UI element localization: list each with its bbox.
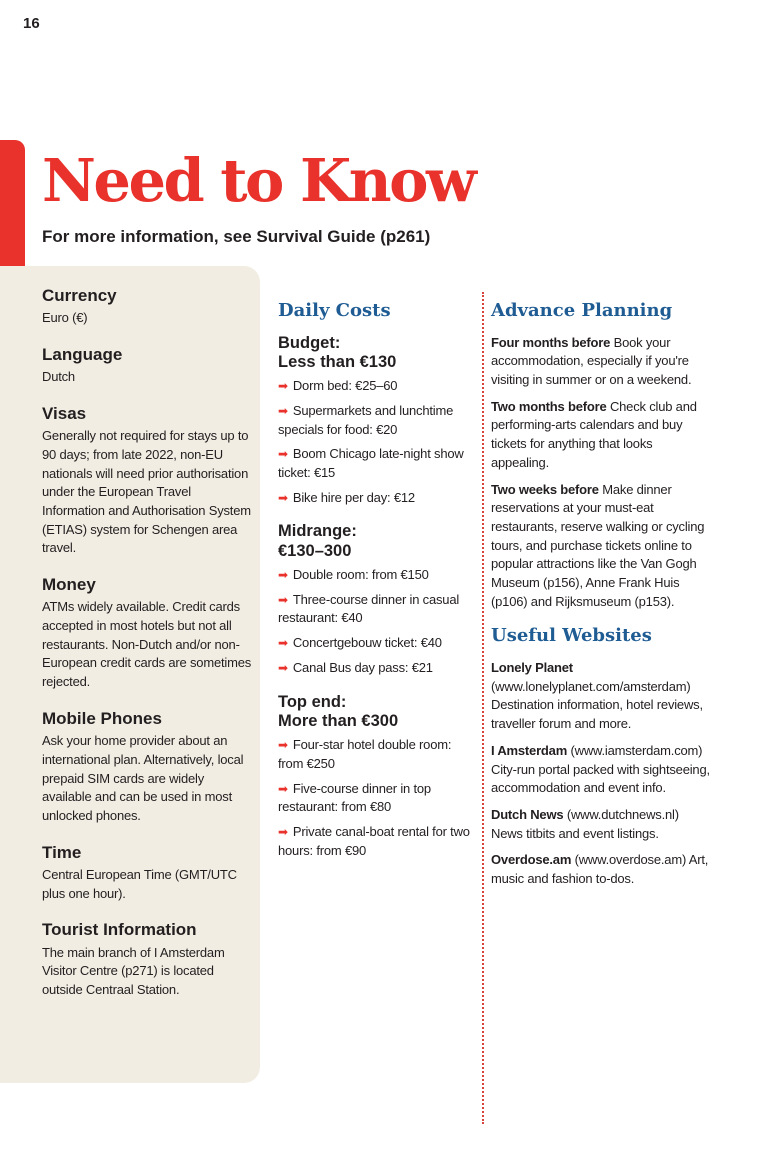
right-arrow-icon: ➡ [278,636,288,651]
right-arrow-icon: ➡ [278,403,288,418]
list-item [278,736,478,773]
language-section [42,344,252,387]
top-end-heading-line1: Top end: [278,692,347,711]
list-item [278,566,478,585]
list-item [278,634,478,653]
midrange-heading-line1: Midrange: [278,522,357,541]
website-entry [491,659,711,734]
planning-entry-lead: Four months before [491,334,611,350]
right-arrow-icon: ➡ [278,447,288,462]
list-item [278,780,478,817]
page-number: 16 [23,15,40,32]
website-entry [491,742,711,798]
top-end-heading [278,693,478,733]
list-item-text: Three-course dinner in casual restaurant: €40 [278,591,460,626]
visas-heading: Visas [42,403,87,423]
website-entry-text: (www.lonelyplanet.com/amsterdam) Destination information, hotel reviews, traveller forum and more. [491,678,703,732]
planning-websites-column [491,300,711,897]
phones-text: Ask your home provider about an international plan. Alternatively, local prepaid SIM cards are widely available and can be used in most unlocked phones. [42,733,244,823]
website-entry-name: I Amsterdam [491,742,568,758]
website-entry-name: Lonely Planet [491,660,573,676]
tourist-info-heading: Tourist Information [42,920,197,940]
list-item [278,377,478,396]
basic-info-column [42,285,252,1016]
top-end-heading-line2: More than €300 [278,712,399,731]
useful-websites-heading: Useful Websites [491,625,652,647]
list-item-text: Supermarkets and lunchtime specials for food: €20 [278,402,454,437]
website-entry-text: (www.dutchnews.nl) News titbits and event listings. [491,806,679,841]
budget-heading [278,334,478,374]
budget-heading-line1: Budget: [278,333,341,352]
website-entry-text: (www.iamsterdam.com) City-run portal packed with sightseeing, accommodation and event info. [491,742,710,796]
list-item-text: Dorm bed: €25–60 [292,378,398,394]
list-item-text: Five-course dinner in top restaurant: from €80 [278,780,431,815]
list-item-text: Bike hire per day: €12 [292,489,415,505]
right-arrow-icon: ➡ [278,568,288,582]
page-subtitle: For more information, see Survival Guide (p261) [42,227,431,246]
daily-costs-column [278,300,478,875]
midrange-heading [278,522,478,562]
list-item-text: Private canal-boat rental for two hours: from €90 [278,823,470,858]
list-item [278,591,478,628]
currency-section [42,285,252,328]
right-arrow-icon: ➡ [278,660,288,675]
website-entry [491,806,711,843]
daily-costs-heading: Daily Costs [278,300,391,321]
planning-entry-text: Make dinner reservations at your must-eat restaurants, reserve walking or cycling tours, and purchase tickets online to popular attractions like the Van Gogh Museum (p156), Anne Frank Huis (p106) and Rijksmuseum (p153). [491,481,705,609]
right-arrow-icon: ➡ [278,824,288,839]
right-arrow-icon: ➡ [278,379,288,394]
visas-text: Generally not required for stays up to 90 days; from late 2022, non-EU nationals will need prior authorisation under the European Travel Information and Authorisation System (ETIAS) system for Schengen area travel. [42,428,251,556]
time-heading: Time [42,842,82,862]
column-divider [482,292,484,1124]
right-arrow-icon: ➡ [278,592,288,607]
planning-entry-lead: Two weeks before [491,481,599,497]
page-title: Need to Know [42,146,475,215]
visas-section [42,403,252,558]
list-item [278,659,478,678]
tourist-info-text: The main branch of I Amsterdam Visitor Centre (p271) is located outside Centraal Station. [42,944,225,997]
money-heading: Money [42,575,96,595]
planning-entry-text: Check club and performing-arts calendars and buy tickets for anything that looks appealing. [491,398,697,470]
website-entry-name: Overdose.am [491,852,572,868]
website-entry [491,851,711,888]
currency-heading: Currency [42,286,117,305]
phones-section [42,708,252,826]
planning-entry [491,398,711,473]
tourist-info-section [42,919,252,999]
time-section [42,842,252,904]
list-item [278,402,478,439]
list-item-text: Canal Bus day pass: €21 [292,659,433,675]
midrange-tier [278,522,478,677]
time-text: Central European Time (GMT/UTC plus one hour). [42,866,237,901]
language-heading: Language [42,344,123,364]
website-entry-name: Dutch News [491,806,564,822]
money-section [42,574,252,692]
planning-entry-lead: Two months before [491,398,607,414]
list-item [278,489,478,508]
planning-entry-text: Book your accommodation, especially if you're visiting in summer or on a weekend. [491,334,692,387]
money-text: ATMs widely available. Credit cards accepted in most hotels but not all restaurants. Non-Dutch and/or non-European credit cards are sometimes rejected. [42,599,252,690]
top-end-tier [278,693,478,861]
list-item-text: Boom Chicago late-night show ticket: €15 [278,446,464,480]
phones-heading: Mobile Phones [42,708,162,728]
right-arrow-icon: ➡ [278,490,288,505]
budget-heading-line2: Less than €130 [278,353,397,372]
list-item [278,823,478,860]
midrange-heading-line2: €130–300 [278,542,352,561]
right-arrow-icon: ➡ [278,738,288,753]
website-entry-text: (www.overdose.am) Art, music and fashion to-dos. [491,852,709,887]
list-item [278,445,478,482]
planning-entry [491,481,711,612]
budget-tier [278,334,478,508]
list-item-text: Concertgebouw ticket: €40 [292,635,442,651]
advance-planning-heading: Advance Planning [491,300,673,321]
list-item-text: Double room: from €150 [292,567,429,582]
currency-text: Euro (€) [42,310,88,326]
right-arrow-icon: ➡ [278,781,288,796]
planning-entry [491,334,711,390]
list-item-text: Four-star hotel double room: from €250 [278,737,452,771]
language-text: Dutch [42,369,75,385]
